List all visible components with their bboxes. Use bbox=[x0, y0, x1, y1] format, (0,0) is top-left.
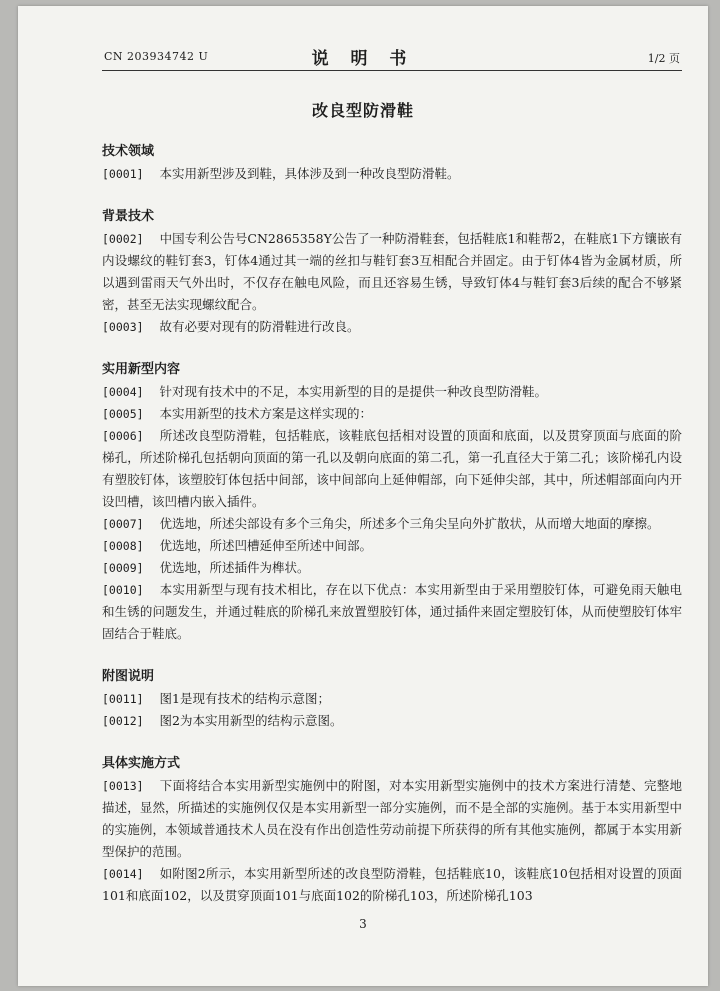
paragraph bbox=[102, 228, 682, 316]
paragraph-text: 本实用新型与现有技术相比，存在以下优点：本实用新型由于采用塑胶钉体，可避免雨天触电和生锈的问题发生，并通过鞋底的阶梯孔来放置塑胶钉体，通过插件来固定塑胶钉体，从而使塑胶钉体牢固结合于鞋底。 bbox=[102, 582, 682, 641]
page-number: 3 bbox=[359, 917, 367, 931]
document-body bbox=[102, 140, 682, 907]
paragraph bbox=[102, 579, 682, 645]
paragraph-number: [0005] bbox=[102, 407, 144, 421]
paragraph-number: [0009] bbox=[102, 561, 144, 575]
paragraph-number: [0008] bbox=[102, 539, 144, 553]
paragraph-number: [0003] bbox=[102, 320, 144, 334]
paragraph-number: [0001] bbox=[102, 167, 144, 181]
section-heading: 具体实施方式 bbox=[102, 756, 181, 771]
paragraph-number: [0004] bbox=[102, 385, 144, 399]
paragraph-text: 本实用新型涉及到鞋，具体涉及到一种改良型防滑鞋。 bbox=[159, 166, 460, 181]
page-indicator: 1/2 页 bbox=[647, 52, 680, 65]
paragraph bbox=[102, 863, 682, 907]
paragraph-text: 如附图2所示，本实用新型所述的改良型防滑鞋，包括鞋底10，该鞋底10包括相对设置的顶面101和底面102，以及贯穿顶面101与底面102的阶梯孔103，所述阶梯孔103 bbox=[102, 866, 682, 903]
paragraph-number: [0002] bbox=[102, 232, 144, 246]
paragraph bbox=[102, 688, 682, 710]
paragraph bbox=[102, 425, 682, 513]
paragraph-number: [0010] bbox=[102, 583, 144, 597]
paragraph-text: 所述改良型防滑鞋，包括鞋底，该鞋底包括相对设置的顶面和底面，以及贯穿顶面与底面的阶梯孔，所述阶梯孔包括朝向顶面的第一孔以及朝向底面的第二孔，第一孔直径大于第二孔；该阶梯孔内设有塑胶钉体，该塑胶钉体包括中间部，该中间部向上延伸帽部，向下延伸尖部，其中，所述帽部面向内开设凹槽，该凹槽内嵌入插件。 bbox=[102, 428, 682, 509]
paragraph bbox=[102, 163, 682, 185]
publication-number: CN 203934742 U bbox=[104, 50, 209, 63]
paragraph bbox=[102, 381, 682, 403]
section-heading: 背景技术 bbox=[102, 209, 155, 224]
paragraph bbox=[102, 403, 682, 425]
paragraph-text: 故有必要对现有的防滑鞋进行改良。 bbox=[159, 319, 360, 334]
paragraph-number: [0011] bbox=[102, 692, 144, 706]
page-header bbox=[18, 44, 708, 68]
paragraph-text: 优选地，所述插件为榫状。 bbox=[159, 560, 310, 575]
paragraph bbox=[102, 557, 682, 579]
document-page bbox=[18, 6, 708, 986]
paragraph-text: 针对现有技术中的不足，本实用新型的目的是提供一种改良型防滑鞋。 bbox=[159, 384, 548, 399]
paragraph-number: [0012] bbox=[102, 714, 144, 728]
paragraph-text: 优选地，所述凹槽延伸至所述中间部。 bbox=[159, 538, 373, 553]
paragraph-text: 图1是现有技术的结构示意图； bbox=[159, 691, 331, 706]
paragraph bbox=[102, 513, 682, 535]
paragraph-number: [0013] bbox=[102, 779, 144, 793]
paragraph-number: [0006] bbox=[102, 429, 144, 443]
paragraph-text: 下面将结合本实用新型实施例中的附图，对本实用新型实施例中的技术方案进行清楚、完整地描述，显然，所描述的实施例仅仅是本实用新型一部分实施例，而不是全部的实施例。基于本实用新型中的实施例，本领域普通技术人员在没有作出创造性劳动前提下所获得的所有其他实施例，都属于本实用新型保护的范围。 bbox=[102, 778, 682, 859]
section-heading: 实用新型内容 bbox=[102, 362, 181, 377]
section-heading: 附图说明 bbox=[102, 669, 155, 684]
section-heading: 技术领域 bbox=[102, 144, 155, 159]
paragraph-text: 中国专利公告号CN2865358Y公告了一种防滑鞋套，包括鞋底1和鞋帮2，在鞋底1下方镶嵌有内设螺纹的鞋钉套3，钉体4通过其一端的丝扣与鞋钉套3互相配合并固定。由于钉体4皆为金属材质，所以遇到雷雨天气外出时，不仅存在触电风险，而且还容易生锈，导致钉体4与鞋钉套3后续的配合不够紧密，甚至无法实现螺纹配合。 bbox=[102, 231, 682, 312]
paragraph bbox=[102, 710, 682, 732]
document-type: 说 明 书 bbox=[311, 49, 415, 69]
paragraph-text: 本实用新型的技术方案是这样实现的： bbox=[159, 406, 373, 421]
paragraph bbox=[102, 535, 682, 557]
paragraph bbox=[102, 775, 682, 863]
paragraph bbox=[102, 316, 682, 338]
paragraph-number: [0007] bbox=[102, 517, 144, 531]
header-divider bbox=[102, 70, 682, 71]
paragraph-text: 优选地，所述尖部设有多个三角尖，所述多个三角尖呈向外扩散状，从而增大地面的摩擦。 bbox=[159, 516, 660, 531]
document-title: 改良型防滑鞋 bbox=[311, 101, 414, 120]
paragraph-number: [0014] bbox=[102, 867, 144, 881]
paragraph-text: 图2为本实用新型的结构示意图。 bbox=[159, 713, 343, 728]
